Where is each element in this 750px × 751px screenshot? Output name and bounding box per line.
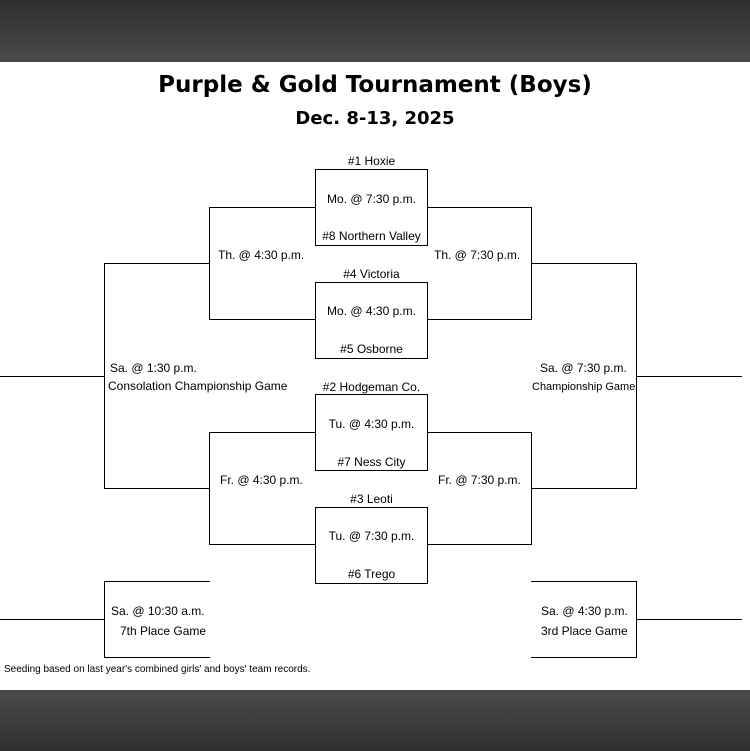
- seventh-time: Sa. @ 10:30 a.m.: [111, 604, 205, 618]
- seventh-vertical: [104, 581, 105, 658]
- seventh-top-line: [104, 581, 210, 582]
- consolation-time: Sa. @ 1:30 p.m.: [110, 361, 197, 375]
- consolation-label: Consolation Championship Game: [108, 379, 288, 393]
- championship-out-line: [636, 376, 742, 377]
- consolation-top-line: [104, 263, 209, 264]
- qf4-time: Tu. @ 7:30 p.m.: [328, 529, 415, 543]
- qf4-top-team: #3 Leoti: [350, 492, 393, 506]
- third-out-line: [636, 619, 742, 620]
- sf1-top-line: [427, 207, 532, 208]
- qf3-bottom-team: #7 Ness City: [337, 455, 406, 469]
- third-top-line: [531, 581, 637, 582]
- championship-label: Championship Game: [532, 381, 636, 393]
- consolation-out-line: [0, 376, 104, 377]
- qf3-time: Tu. @ 4:30 p.m.: [328, 417, 415, 431]
- qf2-time: Mo. @ 4:30 p.m.: [327, 304, 416, 318]
- top-frame-bar: [0, 0, 750, 62]
- sf2-bottom-line: [427, 544, 532, 545]
- qf3-top-team: #2 Hodgeman Co.: [322, 380, 421, 394]
- qf2-top-team: #4 Victoria: [343, 267, 400, 281]
- cs2-bottom-line: [209, 544, 315, 545]
- seeding-footnote: Seeding based on last year's combined girls' and boys' team records.: [4, 664, 311, 675]
- championship-time: Sa. @ 7:30 p.m.: [540, 361, 627, 375]
- seventh-label: 7th Place Game: [120, 624, 207, 638]
- qf1-time: Mo. @ 7:30 p.m.: [327, 192, 416, 206]
- cs1-bottom-line: [209, 319, 315, 320]
- third-time: Sa. @ 4:30 p.m.: [541, 604, 628, 618]
- seventh-out-line: [0, 619, 104, 620]
- cs2-vertical: [209, 432, 210, 545]
- bottom-frame-bar: [0, 690, 750, 751]
- cs1-time: Th. @ 4:30 p.m.: [218, 248, 305, 262]
- cs2-top-line: [209, 432, 315, 433]
- seventh-bottom-line: [104, 657, 210, 658]
- qf1-bottom-team: #8 Northern Valley: [322, 229, 421, 243]
- qf2-bottom-team: #5 Osborne: [340, 342, 403, 356]
- third-bottom-line: [531, 657, 637, 658]
- page-title: Purple & Gold Tournament (Boys): [158, 72, 592, 98]
- page-subtitle: Dec. 8-13, 2025: [295, 108, 455, 129]
- qf4-bottom-team: #6 Trego: [347, 567, 396, 581]
- sf1-time: Th. @ 7:30 p.m.: [434, 248, 521, 262]
- third-label: 3rd Place Game: [541, 624, 628, 638]
- qf1-top-team: #1 Hoxie: [347, 154, 396, 168]
- sf2-top-line: [427, 432, 532, 433]
- cs2-time: Fr. @ 4:30 p.m.: [220, 473, 303, 487]
- consolation-bottom-line: [104, 488, 209, 489]
- consolation-vertical: [104, 263, 105, 489]
- championship-top-line: [532, 263, 636, 264]
- sf2-time: Fr. @ 7:30 p.m.: [438, 473, 521, 487]
- cs1-vertical: [209, 207, 210, 320]
- cs1-top-line: [209, 207, 315, 208]
- sf1-bottom-line: [427, 319, 532, 320]
- championship-bottom-line: [532, 488, 636, 489]
